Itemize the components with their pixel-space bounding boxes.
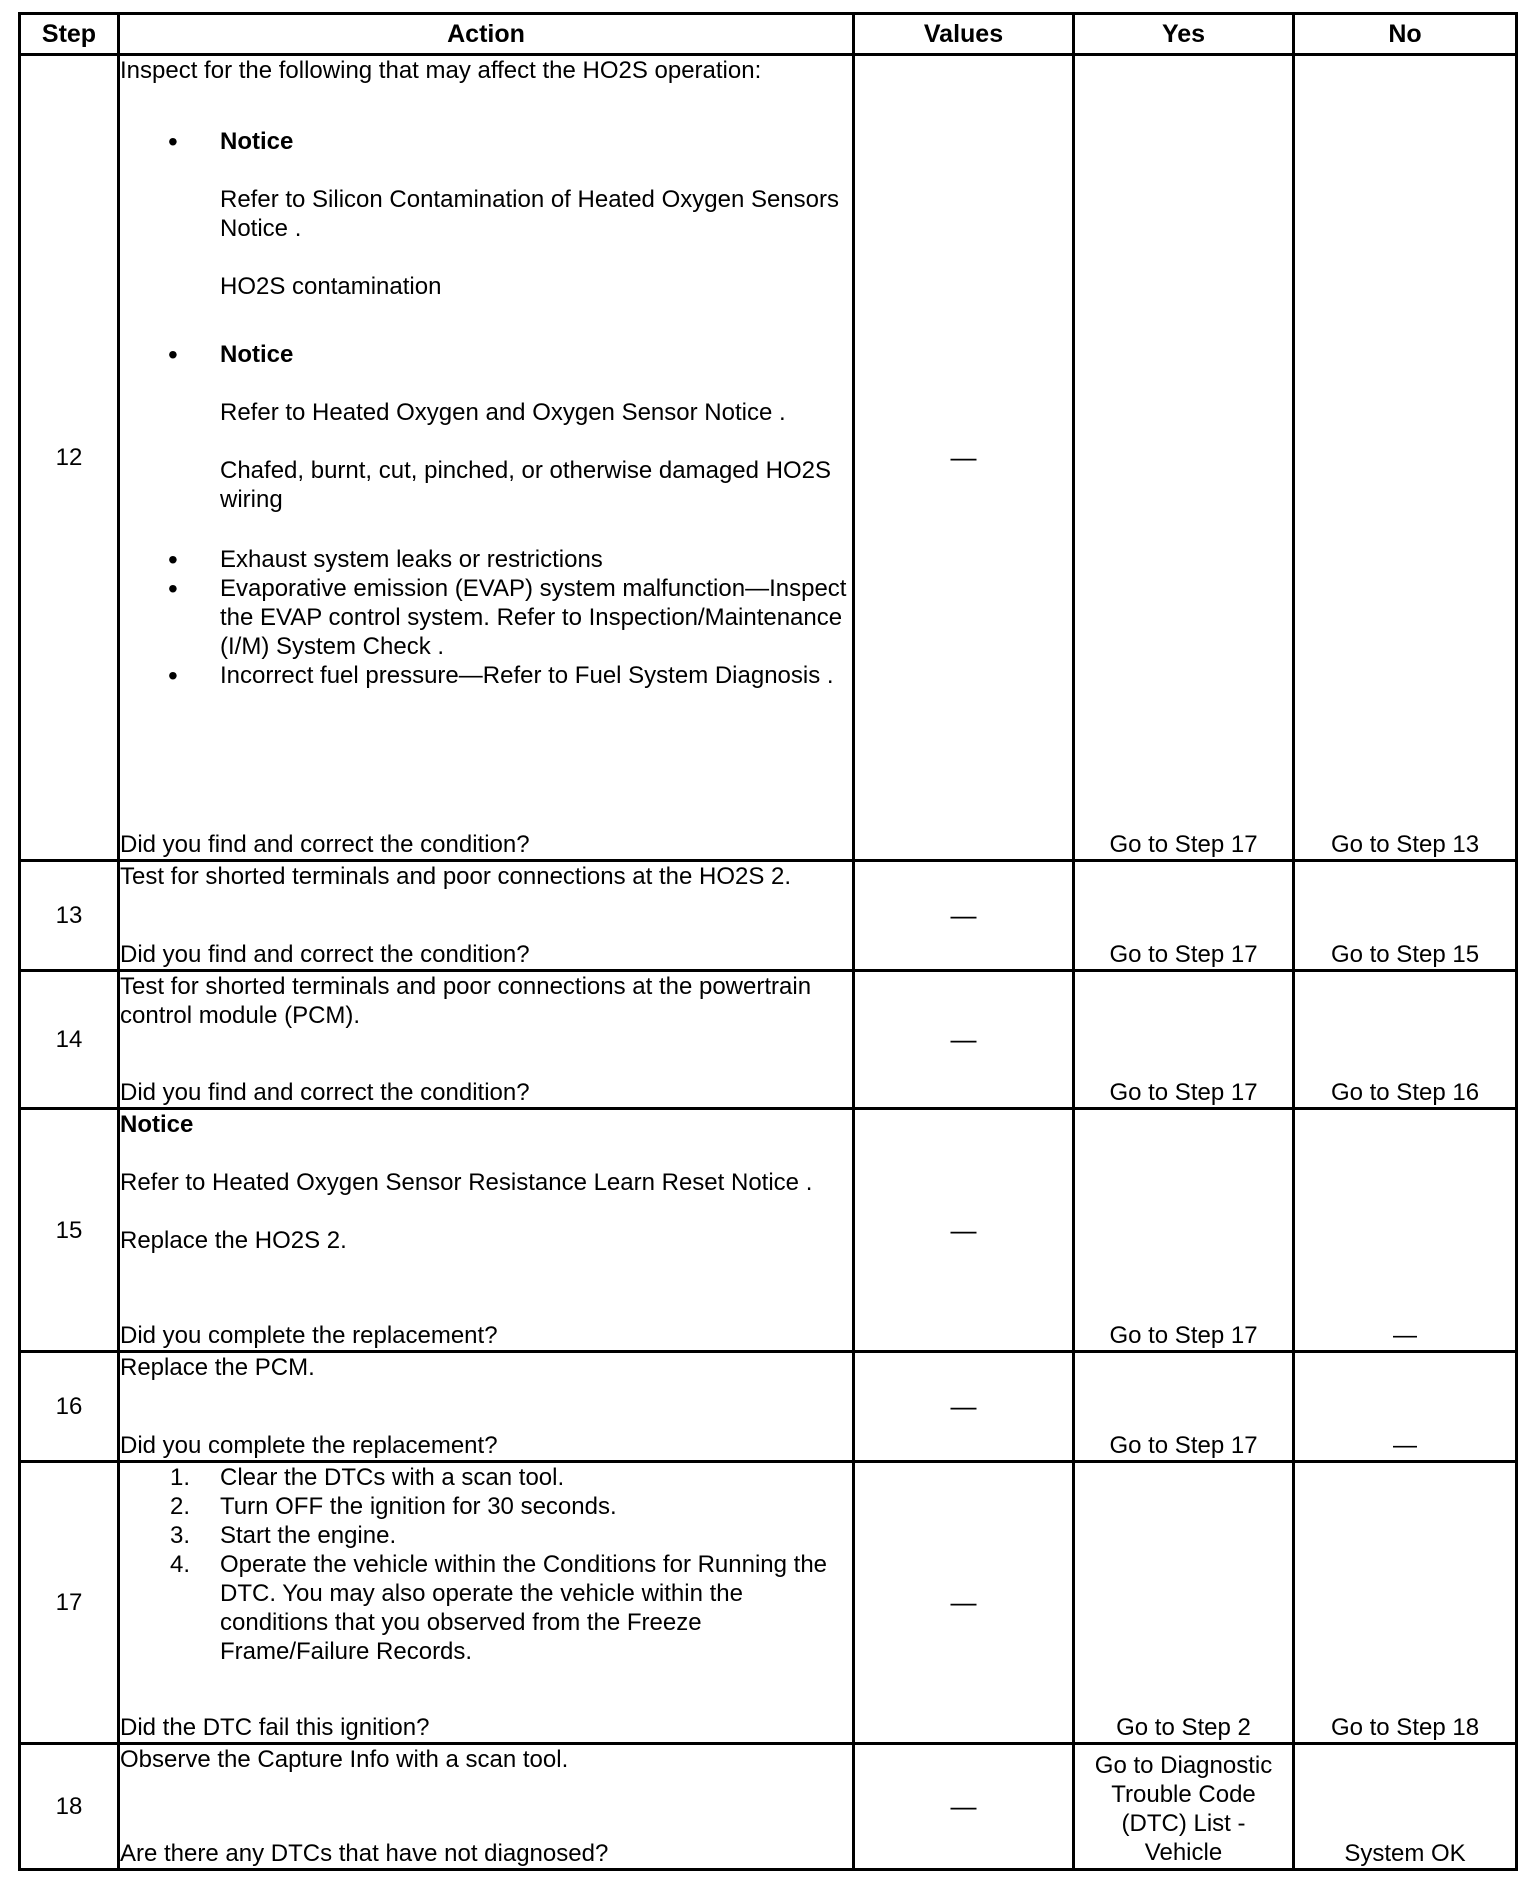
list-item xyxy=(120,1492,852,1521)
diagnostic-table xyxy=(18,12,1518,1871)
action-text: Observe the Capture Info with a scan tool. xyxy=(120,1746,569,1773)
no-cell: Go to Step 13 xyxy=(1294,55,1517,861)
action-cell xyxy=(119,1109,854,1352)
list-item-text: Start the engine. xyxy=(220,1522,397,1549)
action-question: Did you complete the replacement? xyxy=(120,1322,498,1349)
step-number: 18 xyxy=(20,1744,119,1870)
bullet-icon xyxy=(168,340,182,371)
values-cell: — xyxy=(854,1352,1074,1462)
notice-text: Refer to Heated Oxygen and Oxygen Sensor Notice . xyxy=(220,399,786,426)
yes-cell: Go to Step 17 xyxy=(1074,861,1294,971)
list-item xyxy=(120,574,852,661)
procedure-list xyxy=(120,1463,852,1666)
list-number: 3. xyxy=(170,1522,191,1549)
action-question: Did you find and correct the condition? xyxy=(120,941,530,968)
list-number: 2. xyxy=(170,1493,191,1520)
bullet-icon xyxy=(168,545,182,576)
table-row-step-15 xyxy=(20,1109,1517,1352)
no-cell: System OK xyxy=(1294,1744,1517,1870)
action-cell xyxy=(119,1352,854,1462)
step-number: 17 xyxy=(20,1462,119,1744)
values-cell: — xyxy=(854,1462,1074,1744)
no-cell: — xyxy=(1294,1352,1517,1462)
table-row-step-14 xyxy=(20,971,1517,1109)
table-row-step-16 xyxy=(20,1352,1517,1462)
header-action: Action xyxy=(119,14,854,55)
header-values: Values xyxy=(854,14,1074,55)
values-cell: — xyxy=(854,55,1074,861)
values-cell: — xyxy=(854,971,1074,1109)
bullet-icon xyxy=(168,127,182,158)
list-item xyxy=(120,127,852,330)
list-item-text: Evaporative emission (EVAP) system malfunction—Inspect the EVAP control system. Refer to Inspection/Maintenance (I/M) System Check . xyxy=(220,575,847,660)
table-row-step-13 xyxy=(20,861,1517,971)
table-row-step-17 xyxy=(20,1462,1517,1744)
list-item-text: Exhaust system leaks or restrictions xyxy=(220,546,603,573)
list-item-text: Turn OFF the ignition for 30 seconds. xyxy=(220,1493,617,1520)
list-item-text: Clear the DTCs with a scan tool. xyxy=(220,1464,565,1491)
action-text: Replace the HO2S 2. xyxy=(120,1227,347,1254)
notice-label: Notice xyxy=(120,1111,194,1138)
notice-text: Refer to Silicon Contamination of Heated Oxygen Sensors Notice . xyxy=(220,186,839,242)
action-question: Did the DTC fail this ignition? xyxy=(120,1714,430,1741)
list-number: 4. xyxy=(170,1551,191,1578)
step-number: 15 xyxy=(20,1109,119,1352)
action-cell xyxy=(119,55,854,861)
action-question: Did you complete the replacement? xyxy=(120,1432,498,1459)
list-item xyxy=(120,340,852,543)
action-cell xyxy=(119,1744,854,1870)
table-row-step-12 xyxy=(20,55,1517,861)
bullet-icon xyxy=(168,574,182,605)
action-text: Replace the PCM. xyxy=(120,1354,315,1381)
yes-cell: Go to Step 17 xyxy=(1074,55,1294,861)
header-yes: Yes xyxy=(1074,14,1294,55)
list-item-text: Incorrect fuel pressure—Refer to Fuel System Diagnosis . xyxy=(220,662,834,689)
notice-label: Notice xyxy=(220,341,294,368)
list-item xyxy=(120,545,852,574)
list-item xyxy=(120,1550,852,1666)
values-cell: — xyxy=(854,1744,1074,1870)
action-intro: Inspect for the following that may affect the HO2S operation: xyxy=(120,57,762,84)
notice-text: Refer to Heated Oxygen Sensor Resistance Learn Reset Notice . xyxy=(120,1169,813,1196)
yes-cell: Go to Step 2 xyxy=(1074,1462,1294,1744)
action-question: Did you find and correct the condition? xyxy=(120,831,530,858)
no-cell: — xyxy=(1294,1109,1517,1352)
yes-cell: Go to Diagnostic Trouble Code (DTC) List - Vehicle xyxy=(1074,1744,1294,1870)
notice-item: HO2S contamination xyxy=(220,273,442,300)
action-text: Test for shorted terminals and poor connections at the HO2S 2. xyxy=(120,863,792,890)
step-number: 12 xyxy=(20,55,119,861)
step-number: 16 xyxy=(20,1352,119,1462)
action-cell xyxy=(119,971,854,1109)
action-question: Did you find and correct the condition? xyxy=(120,1079,530,1106)
no-cell: Go to Step 15 xyxy=(1294,861,1517,971)
values-cell: — xyxy=(854,1109,1074,1352)
bullet-icon xyxy=(168,661,182,692)
list-item xyxy=(120,1463,852,1492)
no-cell: Go to Step 18 xyxy=(1294,1462,1517,1744)
notice-label: Notice xyxy=(220,128,294,155)
table-row-step-18 xyxy=(20,1744,1517,1870)
header-no: No xyxy=(1294,14,1517,55)
step-number: 14 xyxy=(20,971,119,1109)
no-cell: Go to Step 16 xyxy=(1294,971,1517,1109)
list-item-text: Operate the vehicle within the Conditions for Running the DTC. You may also operate the vehicle within the conditions that you observed from the Freeze Frame/Failure Records. xyxy=(220,1551,828,1665)
values-cell: — xyxy=(854,861,1074,971)
list-number: 1. xyxy=(170,1464,191,1491)
yes-cell: Go to Step 17 xyxy=(1074,971,1294,1109)
yes-cell: Go to Step 17 xyxy=(1074,1352,1294,1462)
action-cell xyxy=(119,861,854,971)
action-text: Test for shorted terminals and poor connections at the powertrain control module (PCM). xyxy=(120,973,812,1029)
header-row xyxy=(20,14,1517,55)
list-item xyxy=(120,661,852,690)
step-number: 13 xyxy=(20,861,119,971)
inspection-list xyxy=(120,127,852,690)
action-cell xyxy=(119,1462,854,1744)
yes-cell: Go to Step 17 xyxy=(1074,1109,1294,1352)
list-item xyxy=(120,1521,852,1550)
header-step: Step xyxy=(20,14,119,55)
action-question: Are there any DTCs that have not diagnosed? xyxy=(120,1840,609,1867)
notice-item: Chafed, burnt, cut, pinched, or otherwise damaged HO2S wiring xyxy=(220,457,832,513)
